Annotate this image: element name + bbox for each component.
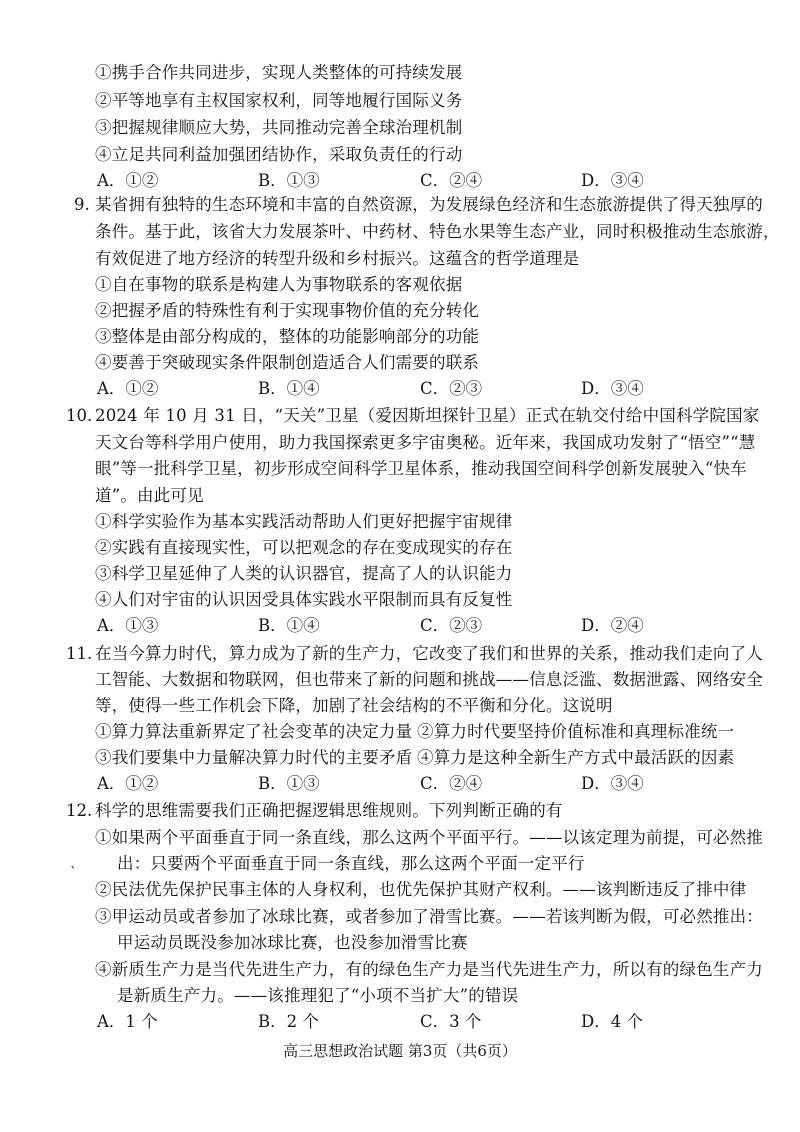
q8-options — [0, 168, 800, 194]
q9-item-4: ④要善于突破现实条件限制创造适合人们需要的联系 — [95, 353, 480, 372]
q9-item-1: ①自在事物的联系是构建人为事物联系的客观依据 — [95, 275, 463, 294]
q8-item-2: ②平等地享有主权国家权利，同等地履行国际义务 — [95, 91, 463, 110]
q10-item-2: ②实践有直接现实性，可以把观念的存在变成现实的存在 — [95, 538, 513, 557]
q9-option-c[interactable]: C．②③ — [420, 379, 483, 398]
stray-mark: ` — [70, 865, 77, 881]
q10-stem-line-1: 2024 年 10 月 31 日，“天关”卫星（爱因斯坦探针卫星）正式在轨交付给中国科学院国家 — [95, 406, 760, 425]
page-footer: 高三思想政治试题 第3页（共6页） — [283, 1042, 517, 1060]
q10-options — [0, 613, 800, 639]
q10-option-d[interactable]: D．②④ — [581, 616, 644, 635]
q10-number: 10. — [66, 406, 93, 425]
q11-stem-line-1: 在当今算力时代，算力成为了新的生产力，它改变了我们和世界的关系，推动我们走向了人 — [95, 644, 763, 663]
q8-option-a[interactable]: A．①② — [97, 171, 159, 190]
q12-option-c[interactable]: C．3 个 — [420, 1012, 482, 1031]
q9-stem-line-2: 条件。基于此，该省大力发展茶叶、中药材、特色水果等生态产业，同时积极推动生态旅游， — [95, 222, 780, 241]
q10-option-b[interactable]: B．①④ — [258, 616, 320, 635]
q11-number: 11. — [66, 644, 93, 663]
q9-item-3: ③整体是由部分构成的，整体的功能影响部分的功能 — [95, 327, 480, 346]
q10-item-3: ③科学卫星延伸了人类的认识器官，提高了人的认识能力 — [95, 564, 513, 583]
q10-item-4: ④人们对宇宙的认识因受具体实践水平限制而具有反复性 — [95, 590, 513, 609]
q11-item-1: ①算力算法重新界定了社会变革的决定力量 — [95, 722, 413, 741]
q12-item-3-line-1: ③甲运动员或者参加了冰球比赛，或者参加了滑雪比赛。——若该判断为假，可必然推出： — [95, 907, 763, 926]
q8-option-b[interactable]: B．①③ — [258, 171, 320, 190]
q11-stem-line-3: 等，使得一些工作机会下降，加剧了社会结构的不平衡和分化。这说明 — [95, 696, 613, 715]
q10-option-a[interactable]: A．①③ — [97, 616, 159, 635]
q10-stem-line-3: 眼”等一批科学卫星，初步形成空间科学卫星体系，推动我国空间科学创新发展驶入“快车 — [95, 459, 747, 478]
q9-item-2: ②把握矛盾的特殊性有利于实现事物价值的充分转化 — [95, 301, 480, 320]
q12-item-1-line-1: ①如果两个平面垂直于同一条直线，那么这两个平面平行。——以该定理为前提，可必然推 — [95, 828, 763, 847]
q11-option-a[interactable]: A．①② — [97, 774, 159, 793]
q8-option-c[interactable]: C．②④ — [420, 171, 483, 190]
q9-number: 9. — [74, 195, 90, 214]
q12-stem-line-1: 科学的思维需要我们正确把握逻辑思维规则。下列判断正确的有 — [95, 801, 563, 820]
q11-option-b[interactable]: B．①③ — [258, 774, 320, 793]
q12-item-4-line-1: ④新质生产力是当代先进生产力，有的绿色生产力是当代先进生产力，所以有的绿色生产力 — [95, 960, 763, 979]
q11-item-2: ②算力时代要坚持价值标准和真理标准统一 — [417, 722, 735, 741]
q11-options — [0, 771, 800, 797]
q12-option-d[interactable]: D．4 个 — [581, 1012, 643, 1031]
q10-stem-line-2: 天文台等科学用户使用，助力我国探索更多宇宙奥秘。近年来，我国成功发射了“悟空”“慧 — [95, 433, 756, 452]
q9-options — [0, 376, 800, 402]
q12-options — [0, 1009, 800, 1035]
q9-option-b[interactable]: B．①④ — [258, 379, 320, 398]
q8-item-1: ①携手合作共同进步，实现人类整体的可持续发展 — [95, 63, 463, 82]
q9-stem-line-3: 有效促进了地方经济的转型升级和乡村振兴。这蕴含的哲学道理是 — [95, 249, 580, 268]
q8-option-d[interactable]: D．③④ — [581, 171, 644, 190]
q11-option-c[interactable]: C．②④ — [420, 774, 483, 793]
q11-stem-line-2: 工智能、大数据和物联网，但也带来了新的问题和挑战——信息泛滥、数据泄露、网络安全 — [95, 670, 763, 689]
q12-number: 12. — [66, 801, 93, 820]
q9-option-d[interactable]: D．③④ — [581, 379, 644, 398]
q9-stem-line-1: 某省拥有独特的生态环境和丰富的自然资源，为发展绿色经济和生态旅游提供了得天独厚的 — [95, 195, 763, 214]
q11-option-d[interactable]: D．③④ — [581, 774, 644, 793]
q11-item-4: ④算力是这种全新生产方式中最活跃的因素 — [417, 748, 735, 767]
q12-item-3-line-2: 甲运动员既没参加冰球比赛，也没参加滑雪比赛 — [117, 933, 468, 952]
q10-stem-line-4: 道”。由此可见 — [95, 486, 204, 505]
q12-item-2: ②民法优先保护民事主体的人身权利，也优先保护其财产权利。——该判断违反了排中律 — [95, 880, 747, 899]
q9-option-a[interactable]: A．①② — [97, 379, 159, 398]
q12-option-a[interactable]: A．1 个 — [97, 1012, 158, 1031]
q8-item-4: ④立足共同利益加强团结协作，采取负责任的行动 — [95, 145, 463, 164]
q11-item-3: ③我们要集中力量解决算力时代的主要矛盾 — [95, 748, 413, 767]
q12-item-4-line-2: 是新质生产力。——该推理犯了“小项不当扩大”的错误 — [117, 986, 519, 1005]
q12-option-b[interactable]: B．2 个 — [258, 1012, 319, 1031]
q10-option-c[interactable]: C．②③ — [420, 616, 483, 635]
q8-item-3: ③把握规律顺应大势，共同推动完善全球治理机制 — [95, 118, 463, 137]
q12-item-1-line-2: 出：只要两个平面垂直于同一条直线，那么这两个平面一定平行 — [117, 854, 585, 873]
q10-item-1: ①科学实验作为基本实践活动帮助人们更好把握宇宙规律 — [95, 512, 513, 531]
